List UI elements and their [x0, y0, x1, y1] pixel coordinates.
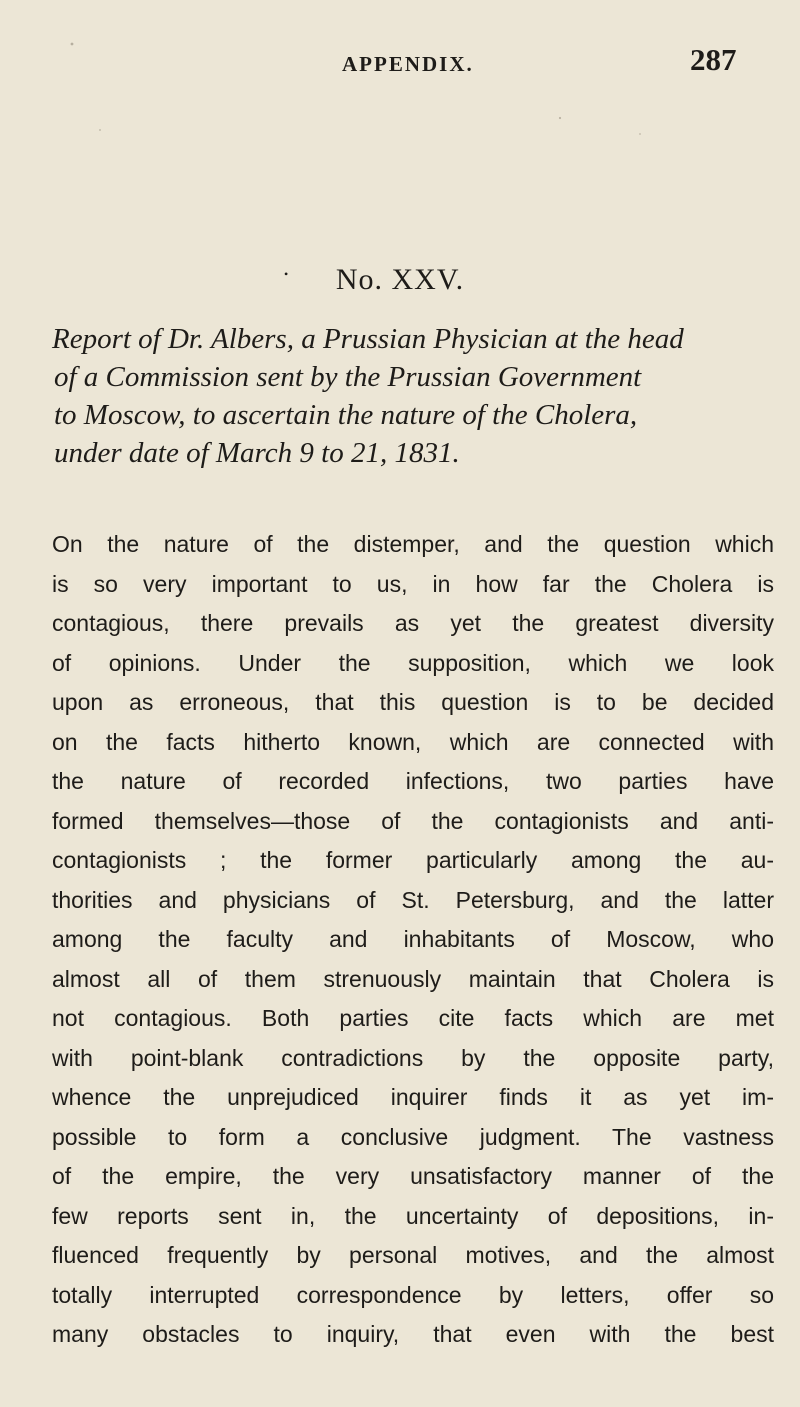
printer-mark: •: [284, 267, 290, 281]
body-line: few reports sent in, the uncertainty of depositions, in-: [52, 1202, 774, 1229]
body-line: on the facts hitherto known, which are connected with: [52, 728, 774, 755]
body-line: fluenced frequently by personal motives, and the almost: [52, 1242, 774, 1268]
title-line: under date of March 9 to 21, 1831.: [54, 437, 460, 469]
body-line: with point-blank contradictions by the opposite party,: [52, 1044, 774, 1071]
body-line: not contagious. Both parties cite facts which are met: [52, 1005, 774, 1031]
body-line: contagious, there prevails as yet the greatest diversity: [52, 610, 774, 636]
body-line: possible to form a conclusive judgment. The vastness: [52, 1123, 774, 1150]
body-line: contagionists ; the former particularly among the au-: [52, 847, 774, 873]
document-number: [0, 263, 800, 297]
running-head: APPENDIX.: [342, 52, 474, 76]
title-line: to Moscow, to ascertain the nature of the Cholera,: [54, 399, 638, 431]
body-paragraph: [52, 525, 774, 1355]
body-line: of opinions. Under the supposition, which we look: [52, 649, 774, 676]
body-line: upon as erroneous, that this question is to be decided: [52, 689, 774, 715]
page-number: 287: [690, 42, 737, 77]
body-line: whence the unprejudiced inquirer finds it as yet im-: [52, 1084, 774, 1110]
body-line: On the nature of the distemper, and the question which: [52, 531, 774, 557]
body-line: many obstacles to inquiry, that even with the best: [52, 1321, 774, 1347]
document-title: [52, 320, 772, 472]
document-number-text: No. XXV.: [335, 263, 465, 296]
title-line: Report of Dr. Albers, a Prussian Physician at the head: [52, 323, 684, 355]
body-line: thorities and physicians of St. Petersburg, and the latter: [52, 886, 774, 913]
body-line: the nature of recorded infections, two parties have: [52, 768, 774, 794]
body-line: is so very important to us, in how far the Cholera is: [52, 570, 774, 597]
title-line: of a Commission sent by the Prussian Government: [54, 361, 642, 393]
body-line: among the faculty and inhabitants of Moscow, who: [52, 926, 774, 952]
body-line: totally interrupted correspondence by letters, offer so: [52, 1281, 774, 1308]
body-line: of the empire, the very unsatisfactory manner of the: [52, 1163, 774, 1189]
body-line: almost all of them strenuously maintain that Cholera is: [52, 965, 774, 992]
body-line: formed themselves—those of the contagionists and anti-: [52, 807, 774, 834]
